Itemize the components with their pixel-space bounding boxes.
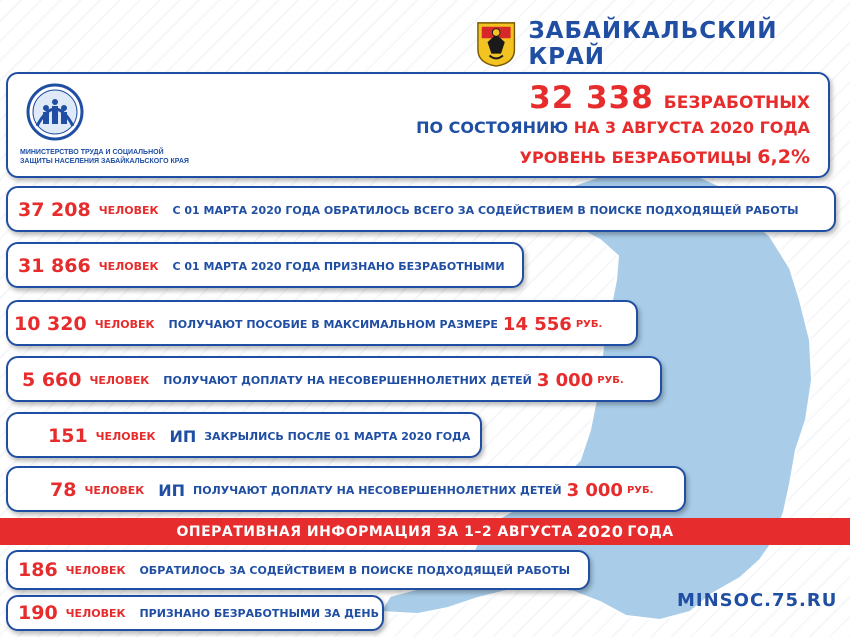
region-header: [476, 18, 850, 70]
stat-card: [6, 300, 638, 346]
stat-card: [6, 242, 524, 288]
stat-amount: 14 556: [502, 313, 572, 335]
unemployed-count: 32 338: [529, 80, 654, 116]
stat-number: 186: [18, 559, 58, 581]
stat-number: 78: [50, 479, 77, 501]
as-of-prefix: ПО СОСТОЯНИЮ: [416, 118, 569, 137]
rate-line: [416, 146, 810, 168]
stat-text: С 01 МАРТА 2020 ГОДА ПРИЗНАНО БЕЗРАБОТНЫМИ: [172, 259, 505, 273]
stat-unit: ЧЕЛОВЕК: [95, 429, 156, 443]
stat-row: [8, 597, 382, 629]
stat-unit: ЧЕЛОВЕК: [65, 563, 126, 577]
stat-text: ПОЛУЧАЮТ ДОПЛАТУ НА НЕСОВЕРШЕННОЛЕТНИХ ДЕТЕЙ: [193, 483, 562, 497]
stat-row: [8, 414, 480, 458]
stat-amount: 3 000: [536, 369, 594, 391]
operational-info-banner: [0, 518, 850, 545]
as-of-date: НА 3 АВГУСТА 2020 ГОДА: [573, 118, 810, 137]
daily-stat-card: [6, 550, 590, 590]
stat-unit: ЧЕЛОВЕК: [89, 373, 150, 387]
stat-text: ПОЛУЧАЮТ ДОПЛАТУ НА НЕСОВЕРШЕННОЛЕТНИХ ДЕТЕЙ: [163, 373, 532, 387]
stat-row: [8, 188, 834, 232]
stat-text: ПОЛУЧАЮТ ПОСОБИЕ В МАКСИМАЛЬНОМ РАЗМЕРЕ: [168, 317, 498, 331]
region-coat-of-arms-icon: [476, 20, 516, 68]
stat-unit: ЧЕЛОВЕК: [84, 483, 145, 497]
stat-row: [8, 244, 522, 288]
stat-number: 5 660: [22, 369, 82, 391]
banner-prefix: ОПЕРАТИВНАЯ ИНФОРМАЦИЯ ЗА 1–2 АВГУСТА: [176, 523, 573, 540]
stat-text: ЗАКРЫЛИСЬ ПОСЛЕ 01 МАРТА 2020 ГОДА: [204, 429, 471, 443]
stat-amount: 3 000: [566, 479, 623, 501]
stat-currency: РУБ.: [575, 318, 603, 330]
unemployed-line: [416, 80, 810, 118]
region-title: ЗАБАЙКАЛЬСКИЙ КРАЙ: [528, 18, 778, 70]
stat-number: 151: [48, 425, 88, 447]
stat-currency: РУБ.: [626, 484, 654, 496]
ministry-name: МИНИСТЕРСТВО ТРУДА И СОЦИАЛЬНОЙ ЗАЩИТЫ НАСЕЛЕНИЯ ЗАБАЙКАЛЬСКОГО КРАЯ: [20, 149, 189, 165]
stat-number: 37 208: [18, 199, 91, 221]
stat-ip-label: ИП: [158, 480, 186, 500]
stat-unit: ЧЕЛОВЕК: [65, 606, 126, 620]
stat-text: С 01 МАРТА 2020 ГОДА ОБРАТИЛОСЬ ВСЕГО ЗА СОДЕЙСТВИЕМ В ПОИСКЕ ПОДХОДЯЩЕЙ РАБОТЫ: [172, 203, 799, 217]
stat-number: 10 320: [14, 313, 87, 335]
stat-card: [6, 186, 836, 232]
rate-label: УРОВЕНЬ БЕЗРАБОТИЦЫ: [519, 148, 752, 167]
banner-suffix: ГОДА: [627, 523, 674, 540]
summary-card: [6, 72, 830, 178]
stat-text: ОБРАТИЛОСЬ ЗА СОДЕЙСТВИЕМ В ПОИСКЕ ПОДХОДЯЩЕЙ РАБОТЫ: [139, 563, 570, 577]
daily-stat-card: [6, 595, 384, 631]
stat-currency: РУБ.: [597, 374, 624, 386]
summary-lines: [416, 80, 810, 168]
ministry-emblem-icon: [20, 82, 90, 142]
stat-number: 31 866: [18, 255, 91, 277]
ministry-block: [20, 82, 210, 174]
stat-ip-label: ИП: [169, 426, 197, 446]
stat-text: ПРИЗНАНО БЕЗРАБОТНЫМИ ЗА ДЕНЬ: [139, 606, 380, 620]
stat-card: [6, 412, 482, 458]
stat-card: [6, 466, 686, 512]
stat-row: [8, 358, 660, 402]
unemployed-label: БЕЗРАБОТНЫХ: [663, 93, 810, 113]
stat-row: [8, 468, 684, 512]
stat-unit: ЧЕЛОВЕК: [94, 317, 155, 331]
stat-card: [6, 356, 662, 402]
website-link[interactable]: MINSOC.75.RU: [677, 590, 838, 611]
as-of-line: [416, 118, 810, 142]
stat-row: [8, 302, 636, 346]
rate-value: 6,2%: [757, 146, 810, 168]
stat-unit: ЧЕЛОВЕК: [98, 259, 159, 273]
stat-row: [8, 552, 588, 588]
stat-number: 190: [18, 602, 58, 624]
stat-unit: ЧЕЛОВЕК: [98, 203, 159, 217]
banner-year: 2020: [576, 522, 624, 541]
